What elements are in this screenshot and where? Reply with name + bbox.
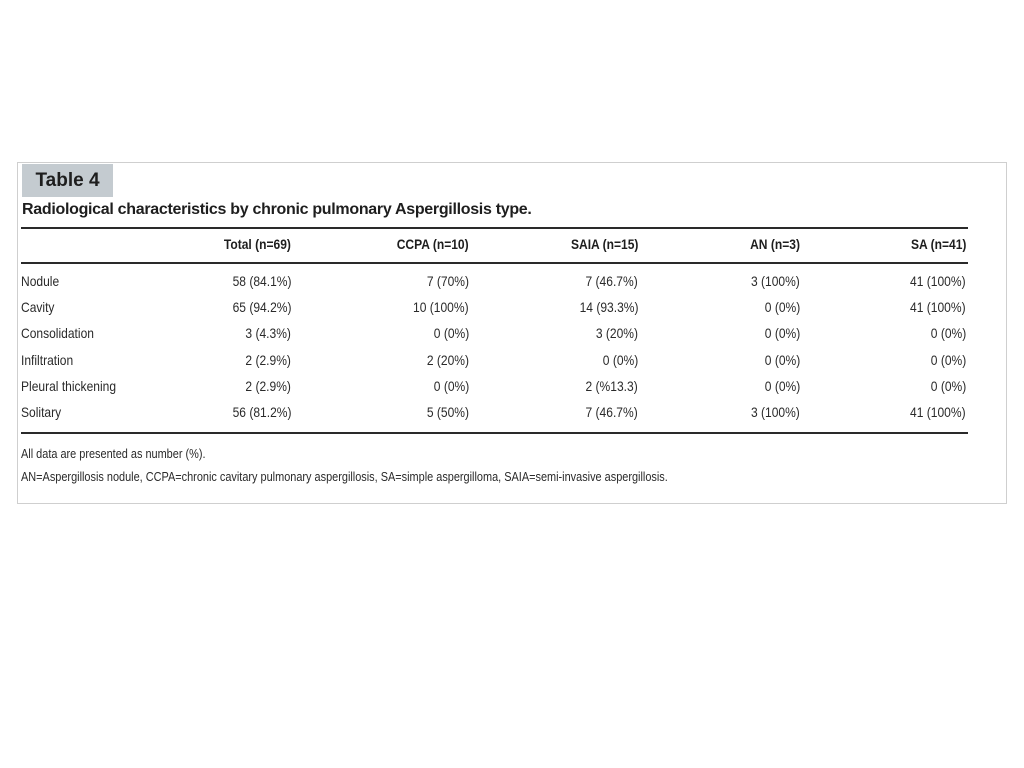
- table-cell: 58 (84.1%): [232, 273, 291, 289]
- table-footnote-abbreviations: AN=Aspergillosis nodule, CCPA=chronic cavitary pulmonary aspergillosis, SA=simple aspergilloma, SAIA=semi-invasive aspergillosis.: [21, 469, 668, 484]
- table-cell: 2 (20%): [426, 352, 469, 368]
- table-card: [17, 162, 1007, 504]
- table-header-cell: AN (n=3): [750, 236, 800, 252]
- table-cell: 0 (0%): [764, 299, 800, 315]
- table-caption: Radiological characteristics by chronic pulmonary Aspergillosis type.: [22, 201, 532, 218]
- table-number-badge: Table 4: [22, 164, 113, 197]
- table-cell: 2 (2.9%): [245, 352, 291, 368]
- table-cell: 0 (0%): [930, 325, 966, 341]
- table-cell: 0 (0%): [764, 352, 800, 368]
- table-row-label: Infiltration: [21, 352, 74, 368]
- table-cell: 7 (70%): [426, 273, 469, 289]
- table-cell: 41 (100%): [910, 404, 966, 420]
- table-cell: 0 (0%): [930, 378, 966, 394]
- table-cell: 2 (2.9%): [245, 378, 291, 394]
- table-cell: 3 (100%): [751, 404, 800, 420]
- table-cell: 3 (100%): [751, 273, 800, 289]
- table-header-rule: [21, 262, 968, 264]
- table-cell: 3 (20%): [595, 325, 638, 341]
- table-top-rule: [21, 227, 968, 229]
- table-cell: 41 (100%): [910, 299, 966, 315]
- table-row-label: Cavity: [21, 299, 55, 315]
- table-cell: 0 (0%): [764, 325, 800, 341]
- table-header-cell: SA (n=41): [910, 236, 966, 252]
- table-cell: 7 (46.7%): [585, 404, 638, 420]
- table-cell: 56 (81.2%): [232, 404, 291, 420]
- table-cell: 41 (100%): [910, 273, 966, 289]
- table-cell: 2 (%13.3): [585, 378, 638, 394]
- table-cell: 0 (0%): [930, 352, 966, 368]
- table-header-cell: CCPA (n=10): [397, 236, 469, 252]
- table-row-label: Nodule: [21, 273, 60, 289]
- table-footnote-data: All data are presented as number (%).: [21, 446, 206, 461]
- table-bottom-rule: [21, 432, 968, 434]
- table-row-label: Pleural thickening: [21, 378, 117, 394]
- table-row-label: Solitary: [21, 404, 62, 420]
- table-cell: 10 (100%): [413, 299, 469, 315]
- table-cell: 3 (4.3%): [245, 325, 291, 341]
- table-cell: 0 (0%): [602, 352, 638, 368]
- table-cell: 14 (93.3%): [579, 299, 638, 315]
- table-header-cell: Total (n=69): [223, 236, 291, 252]
- table-cell: 7 (46.7%): [585, 273, 638, 289]
- table-cell: 5 (50%): [426, 404, 469, 420]
- table-header-cell: SAIA (n=15): [570, 236, 638, 252]
- table-cell: 0 (0%): [433, 378, 469, 394]
- table-cell: 0 (0%): [764, 378, 800, 394]
- table-row-label: Consolidation: [21, 325, 94, 341]
- table-cell: 0 (0%): [433, 325, 469, 341]
- table-cell: 65 (94.2%): [232, 299, 291, 315]
